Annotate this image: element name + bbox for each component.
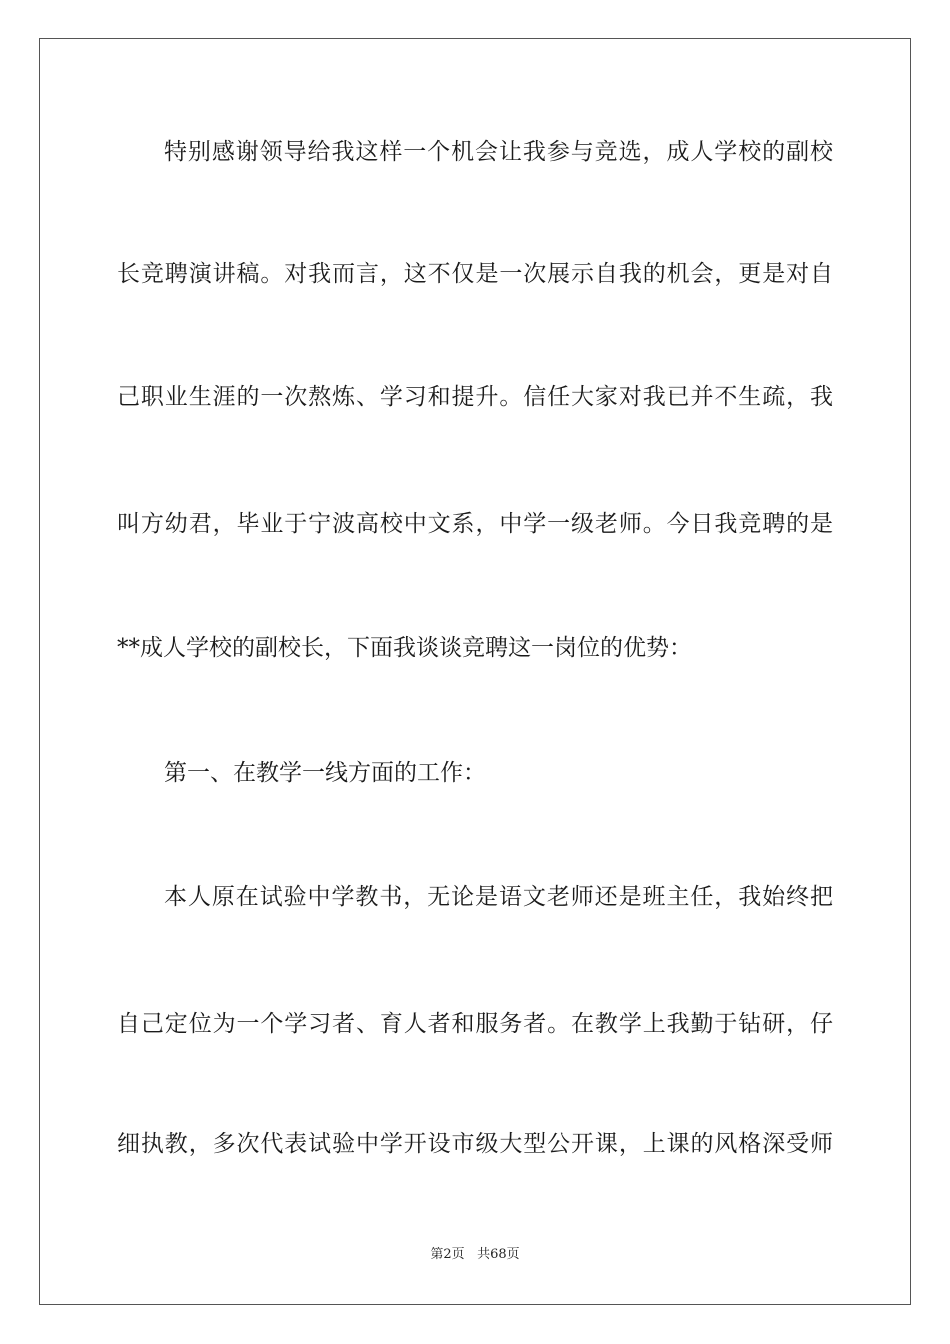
page-total: 共68页: [477, 1247, 520, 1262]
paragraph-line: 己职业生涯的一次熬炼、学习和提升。信任大家对我已并不生疏，我: [117, 384, 833, 410]
paragraph-line: 细执教，多次代表试验中学开设市级大型公开课，上课的风格深受师: [117, 1131, 833, 1157]
page-border: [39, 38, 911, 1305]
paragraph-line: 自己定位为一个学习者、育人者和服务者。在教学上我勤于钻研，仔: [117, 1011, 833, 1037]
page-footer: [0, 1246, 950, 1264]
paragraph-line: **成人学校的副校长，下面我谈谈竞聘这一岗位的优势：: [117, 635, 692, 661]
paragraph-line: 特别感谢领导给我这样一个机会让我参与竞选，成人学校的副校: [164, 139, 833, 165]
section-heading-line: 第一、在教学一线方面的工作：: [164, 760, 486, 786]
page-number: 第2页: [430, 1247, 465, 1262]
paragraph-line: 本人原在试验中学教书，无论是语文老师还是班主任，我始终把: [164, 884, 833, 910]
paragraph-line: 叫方幼君，毕业于宁波高校中文系，中学一级老师。今日我竞聘的是: [117, 511, 833, 537]
paragraph-line: 长竞聘演讲稿。对我而言，这不仅是一次展示自我的机会，更是对自: [117, 261, 833, 287]
